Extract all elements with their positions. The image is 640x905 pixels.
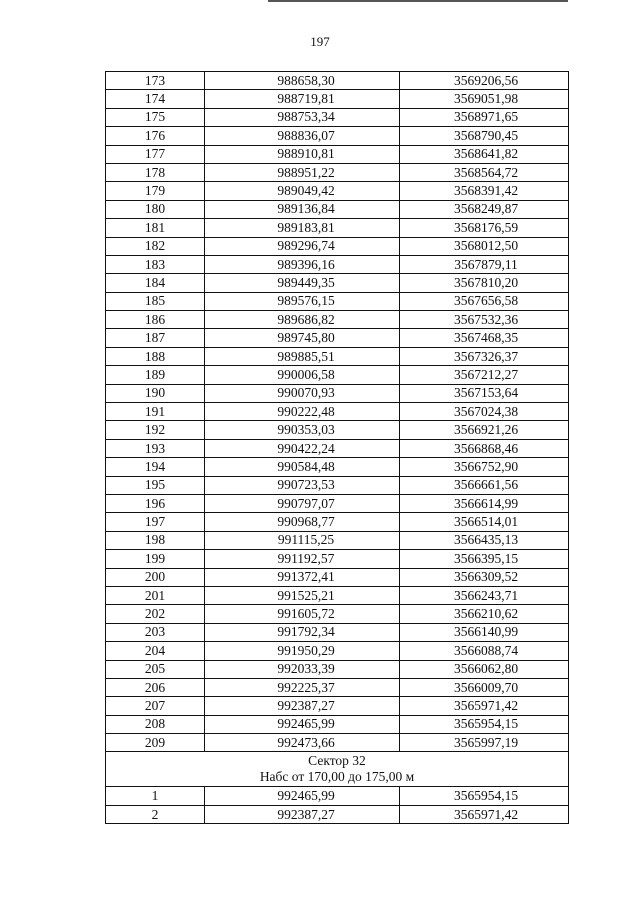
- point-number-cell: 183: [106, 255, 205, 273]
- y-coordinate-cell: 3565971,42: [400, 805, 569, 823]
- table-row: [106, 127, 569, 145]
- table-row: [106, 182, 569, 200]
- x-coordinate-cell: 992225,37: [205, 678, 400, 696]
- point-number-cell: 190: [106, 384, 205, 402]
- point-number-cell: 180: [106, 200, 205, 218]
- x-coordinate-cell: 990006,58: [205, 366, 400, 384]
- x-coordinate-cell: 990353,03: [205, 421, 400, 439]
- x-coordinate-cell: 988836,07: [205, 127, 400, 145]
- y-coordinate-cell: 3565954,15: [400, 715, 569, 733]
- table-row: [106, 678, 569, 696]
- y-coordinate-cell: 3567212,27: [400, 366, 569, 384]
- x-coordinate-cell: 988951,22: [205, 163, 400, 181]
- x-coordinate-cell: 989885,51: [205, 347, 400, 365]
- y-coordinate-cell: 3566661,56: [400, 476, 569, 494]
- x-coordinate-cell: 989449,35: [205, 274, 400, 292]
- x-coordinate-cell: 988910,81: [205, 145, 400, 163]
- point-number-cell: 2: [106, 805, 205, 823]
- table-row: [106, 311, 569, 329]
- point-number-cell: 209: [106, 734, 205, 752]
- x-coordinate-cell: 990797,07: [205, 494, 400, 512]
- x-coordinate-cell: 992387,27: [205, 805, 400, 823]
- x-coordinate-cell: 989396,16: [205, 255, 400, 273]
- point-number-cell: 208: [106, 715, 205, 733]
- table-row: [106, 623, 569, 641]
- y-coordinate-cell: 3566514,01: [400, 513, 569, 531]
- x-coordinate-cell: 991792,34: [205, 623, 400, 641]
- y-coordinate-cell: 3566309,52: [400, 568, 569, 586]
- table-row: [106, 347, 569, 365]
- y-coordinate-cell: 3568971,65: [400, 108, 569, 126]
- y-coordinate-cell: 3568249,87: [400, 200, 569, 218]
- point-number-cell: 195: [106, 476, 205, 494]
- y-coordinate-cell: 3567024,38: [400, 403, 569, 421]
- table-row: [106, 329, 569, 347]
- table-row: [106, 660, 569, 678]
- table-row: [106, 384, 569, 402]
- x-coordinate-cell: 989183,81: [205, 219, 400, 237]
- section-header-body: [106, 752, 569, 787]
- point-number-cell: 204: [106, 642, 205, 660]
- coordinates-table-body: [106, 72, 569, 752]
- table-row: [106, 458, 569, 476]
- table-row: [106, 145, 569, 163]
- table-row: [106, 163, 569, 181]
- point-number-cell: 206: [106, 678, 205, 696]
- point-number-cell: 191: [106, 403, 205, 421]
- x-coordinate-cell: 992465,99: [205, 787, 400, 805]
- y-coordinate-cell: 3566435,13: [400, 531, 569, 549]
- point-number-cell: 178: [106, 163, 205, 181]
- section-subtitle: Набс от 170,00 до 175,00 м: [259, 769, 415, 785]
- x-coordinate-cell: 992465,99: [205, 715, 400, 733]
- y-coordinate-cell: 3568641,82: [400, 145, 569, 163]
- table-row: [106, 200, 569, 218]
- point-number-cell: 196: [106, 494, 205, 512]
- x-coordinate-cell: 989136,84: [205, 200, 400, 218]
- section-title: Сектор 32: [308, 753, 366, 769]
- table-row: [106, 568, 569, 586]
- point-number-cell: 185: [106, 292, 205, 310]
- x-coordinate-cell: 990584,48: [205, 458, 400, 476]
- y-coordinate-cell: 3566243,71: [400, 586, 569, 604]
- x-coordinate-cell: 990222,48: [205, 403, 400, 421]
- table-row: [106, 513, 569, 531]
- point-number-cell: 188: [106, 347, 205, 365]
- y-coordinate-cell: 3568391,42: [400, 182, 569, 200]
- point-number-cell: 193: [106, 439, 205, 457]
- x-coordinate-cell: 992387,27: [205, 697, 400, 715]
- point-number-cell: 175: [106, 108, 205, 126]
- y-coordinate-cell: 3565954,15: [400, 787, 569, 805]
- y-coordinate-cell: 3566088,74: [400, 642, 569, 660]
- section-header-row: [106, 752, 569, 787]
- y-coordinate-cell: 3565971,42: [400, 697, 569, 715]
- table-row: [106, 219, 569, 237]
- point-number-cell: 192: [106, 421, 205, 439]
- y-coordinate-cell: 3569051,98: [400, 90, 569, 108]
- table-row: [106, 787, 569, 805]
- table-row: [106, 292, 569, 310]
- section-header-cell: [106, 752, 569, 787]
- y-coordinate-cell: 3568790,45: [400, 127, 569, 145]
- x-coordinate-cell: 992473,66: [205, 734, 400, 752]
- point-number-cell: 182: [106, 237, 205, 255]
- y-coordinate-cell: 3566614,99: [400, 494, 569, 512]
- table-row: [106, 403, 569, 421]
- point-number-cell: 203: [106, 623, 205, 641]
- table-row: [106, 366, 569, 384]
- point-number-cell: 181: [106, 219, 205, 237]
- point-number-cell: 176: [106, 127, 205, 145]
- x-coordinate-cell: 991192,57: [205, 550, 400, 568]
- point-number-cell: 199: [106, 550, 205, 568]
- x-coordinate-cell: 989745,80: [205, 329, 400, 347]
- point-number-cell: 202: [106, 605, 205, 623]
- section-table-body: [106, 787, 569, 824]
- y-coordinate-cell: 3568176,59: [400, 219, 569, 237]
- x-coordinate-cell: 988658,30: [205, 72, 400, 90]
- y-coordinate-cell: 3566752,90: [400, 458, 569, 476]
- y-coordinate-cell: 3567656,58: [400, 292, 569, 310]
- table-row: [106, 734, 569, 752]
- y-coordinate-cell: 3566868,46: [400, 439, 569, 457]
- y-coordinate-cell: 3569206,56: [400, 72, 569, 90]
- y-coordinate-cell: 3566210,62: [400, 605, 569, 623]
- x-coordinate-cell: 988719,81: [205, 90, 400, 108]
- table-row: [106, 476, 569, 494]
- point-number-cell: 186: [106, 311, 205, 329]
- point-number-cell: 184: [106, 274, 205, 292]
- table-row: [106, 90, 569, 108]
- point-number-cell: 198: [106, 531, 205, 549]
- table-row: [106, 550, 569, 568]
- top-rule: [268, 0, 568, 2]
- x-coordinate-cell: 989686,82: [205, 311, 400, 329]
- point-number-cell: 197: [106, 513, 205, 531]
- x-coordinate-cell: 991525,21: [205, 586, 400, 604]
- point-number-cell: 187: [106, 329, 205, 347]
- x-coordinate-cell: 989576,15: [205, 292, 400, 310]
- y-coordinate-cell: 3566140,99: [400, 623, 569, 641]
- page-number: 197: [310, 34, 330, 49]
- table-row: [106, 255, 569, 273]
- y-coordinate-cell: 3567810,20: [400, 274, 569, 292]
- x-coordinate-cell: 989049,42: [205, 182, 400, 200]
- x-coordinate-cell: 989296,74: [205, 237, 400, 255]
- table-row: [106, 108, 569, 126]
- x-coordinate-cell: 988753,34: [205, 108, 400, 126]
- y-coordinate-cell: 3567153,64: [400, 384, 569, 402]
- point-number-cell: 205: [106, 660, 205, 678]
- x-coordinate-cell: 992033,39: [205, 660, 400, 678]
- x-coordinate-cell: 991115,25: [205, 531, 400, 549]
- table-row: [106, 531, 569, 549]
- point-number-cell: 179: [106, 182, 205, 200]
- table-row: [106, 421, 569, 439]
- point-number-cell: 207: [106, 697, 205, 715]
- x-coordinate-cell: 990723,53: [205, 476, 400, 494]
- x-coordinate-cell: 991605,72: [205, 605, 400, 623]
- table-row: [106, 237, 569, 255]
- x-coordinate-cell: 990968,77: [205, 513, 400, 531]
- y-coordinate-cell: 3566009,70: [400, 678, 569, 696]
- table-row: [106, 697, 569, 715]
- table-row: [106, 642, 569, 660]
- x-coordinate-cell: 990422,24: [205, 439, 400, 457]
- point-number-cell: 1: [106, 787, 205, 805]
- point-number-cell: 174: [106, 90, 205, 108]
- y-coordinate-cell: 3566395,15: [400, 550, 569, 568]
- y-coordinate-cell: 3567468,35: [400, 329, 569, 347]
- y-coordinate-cell: 3567879,11: [400, 255, 569, 273]
- x-coordinate-cell: 991372,41: [205, 568, 400, 586]
- table-row: [106, 715, 569, 733]
- point-number-cell: 177: [106, 145, 205, 163]
- table-row: [106, 605, 569, 623]
- table-row: [106, 494, 569, 512]
- point-number-cell: 173: [106, 72, 205, 90]
- table-row: [106, 72, 569, 90]
- y-coordinate-cell: 3567326,37: [400, 347, 569, 365]
- y-coordinate-cell: 3566921,26: [400, 421, 569, 439]
- y-coordinate-cell: 3567532,36: [400, 311, 569, 329]
- point-number-cell: 201: [106, 586, 205, 604]
- y-coordinate-cell: 3566062,80: [400, 660, 569, 678]
- y-coordinate-cell: 3565997,19: [400, 734, 569, 752]
- y-coordinate-cell: 3568012,50: [400, 237, 569, 255]
- table-row: [106, 805, 569, 823]
- table-row: [106, 439, 569, 457]
- table-row: [106, 274, 569, 292]
- x-coordinate-cell: 991950,29: [205, 642, 400, 660]
- point-number-cell: 194: [106, 458, 205, 476]
- table-row: [106, 586, 569, 604]
- coordinates-table: [105, 71, 569, 824]
- x-coordinate-cell: 990070,93: [205, 384, 400, 402]
- y-coordinate-cell: 3568564,72: [400, 163, 569, 181]
- point-number-cell: 189: [106, 366, 205, 384]
- point-number-cell: 200: [106, 568, 205, 586]
